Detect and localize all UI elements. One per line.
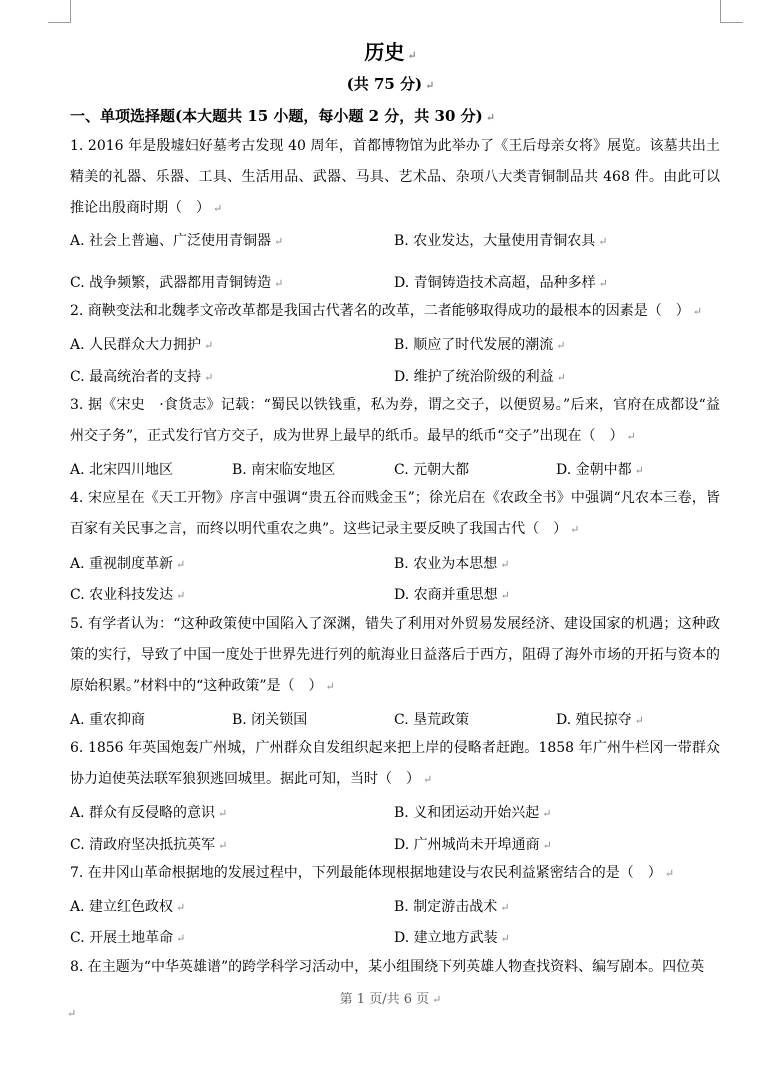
question-4-option-a: A. 重视制度革新 ↵ [70,556,186,572]
question-2-option-a: A. 人民群众大力拥护 ↵ [70,337,214,353]
question-3-option-b: B. 南宋临安地区 [232,462,336,478]
page-subtitle: (共 75 分) ↵ [346,75,435,93]
question-1-option-a: A. 社会上普遍、广泛使用青铜器 ↵ [70,233,284,249]
section-heading: 一、单项选择题(本大题共 15 小题，每小题 2 分，共 30 分) ↵ [70,107,495,125]
crop-mark-top-right [720,0,743,23]
question-3-option-d: D. 金朝中都 ↵ [556,462,644,478]
question-3-option-c: C. 元朝大都 [394,462,470,478]
question-4-option-d: D. 农商并重思想 ↵ [394,587,510,603]
question-2-stem: 2. 商鞅变法和北魏孝文帝改革都是我国古代著名的改革，二者能够取得成功的最根本的因素是（ ） ↵ [70,303,703,319]
page-title: 历史 ↵ [364,40,417,64]
question-1-option-c: C. 战争频繁，武器都用青铜铸造 ↵ [70,275,284,291]
question-5-stem: 5. 有学者认为：“这种政策使中国陷入了深渊，错失了利用对外贸易发展经济、建设国家的机遇；这种政策的实行，导致了中国一度处于世界先进行列的航海业日益落后于西方，阻碍了海外市场的开拓与资本的原始积累。”材料中的“这种政策”是（ ） ↵ [70,616,720,694]
question-4-option-c: C. 农业科技发达 ↵ [70,587,186,603]
question-4-option-b: B. 农业为本思想 ↵ [394,556,510,572]
question-6-option-b: B. 义和团运动开始兴起 ↵ [394,805,552,821]
question-7-stem: 7. 在井冈山革命根据地的发展过程中，下列最能体现根据地建设与农民利益紧密结合的是（ ） ↵ [70,865,675,881]
question-1-option-b: B. 农业发达，大量使用青铜农具 ↵ [394,233,608,249]
question-7-option-b: B. 制定游击战术 ↵ [394,899,510,915]
question-5-option-a: A. 重农抑商 [70,712,146,728]
question-3-option-a: A. 北宋四川地区 [70,462,174,478]
question-6-option-a: A. 群众有反侵略的意识 ↵ [70,805,228,821]
question-2-option-d: D. 维护了统治阶级的利益 ↵ [394,369,566,385]
question-7-option-a: A. 建立红色政权 ↵ [70,899,186,915]
question-8-stem: 8. 在主题为“中华英雄谱”的跨学科学习活动中，某小组围绕下列英雄人物查找资料、编写剧本。四位英 [70,959,705,975]
question-1-stem: 1. 2016 年是殷墟妇好墓考古发现 40 周年，首都博物馆为此举办了《王后母亲女将》展览。该墓共出土精美的礼器、乐器、工具、生活用品、武器、马具、艺术品、杂项八大类青铜制品共 468 件。由此可以推论出殷商时期（ ） ↵ [70,138,720,216]
question-5-option-b: B. 闭关锁国 [232,712,308,728]
question-5-option-d: D. 殖民掠夺 ↵ [556,712,644,728]
question-7-option-d: D. 建立地方武装 ↵ [394,930,510,946]
question-6-stem: 6. 1856 年英国炮轰广州城，广州群众自发组织起来把上岸的侵略者赶跑。1858 年广州牛栏冈一带群众协力迫使英法联军狼狈逃回城里。据此可知，当时（ ） ↵ [70,740,720,787]
question-2-option-b: B. 顺应了时代发展的潮流 ↵ [394,337,566,353]
question-4-stem: 4. 宋应星在《天工开物》序言中强调“贵五谷而贱金玉”；徐光启在《农政全书》中强调“凡农本三卷，皆百家有关民事之言，而终以明代重农之典”。这些记录主要反映了我国古代（ ） ↵ [70,490,720,537]
question-3-stem: 3. 据《宋史 ·食货志》记载：“蜀民以铁钱重，私为券，谓之交子，以便贸易。”后来，官府在成都设“益州交子务”，正式发行官方交子，成为世界上最早的纸币。最早的纸币“交子”出现在（ ） ↵ [70,397,720,444]
crop-mark-top-left [48,0,71,23]
question-6-option-d: D. 广州城尚未开埠通商 ↵ [394,837,552,853]
end-return-mark: ↵ [67,1007,77,1020]
question-7-option-c: C. 开展土地革命 ↵ [70,930,186,946]
question-5-option-c: C. 垦荒政策 [394,712,470,728]
question-2-option-c: C. 最高统治者的支持 ↵ [70,369,214,385]
question-1-option-d: D. 青铜铸造技术高超，品种多样 ↵ [394,275,608,291]
question-6-option-c: C. 清政府坚决抵抗英军 ↵ [70,837,228,853]
page-footer: 第 1 页/共 6 页 ↵ [339,992,442,1007]
